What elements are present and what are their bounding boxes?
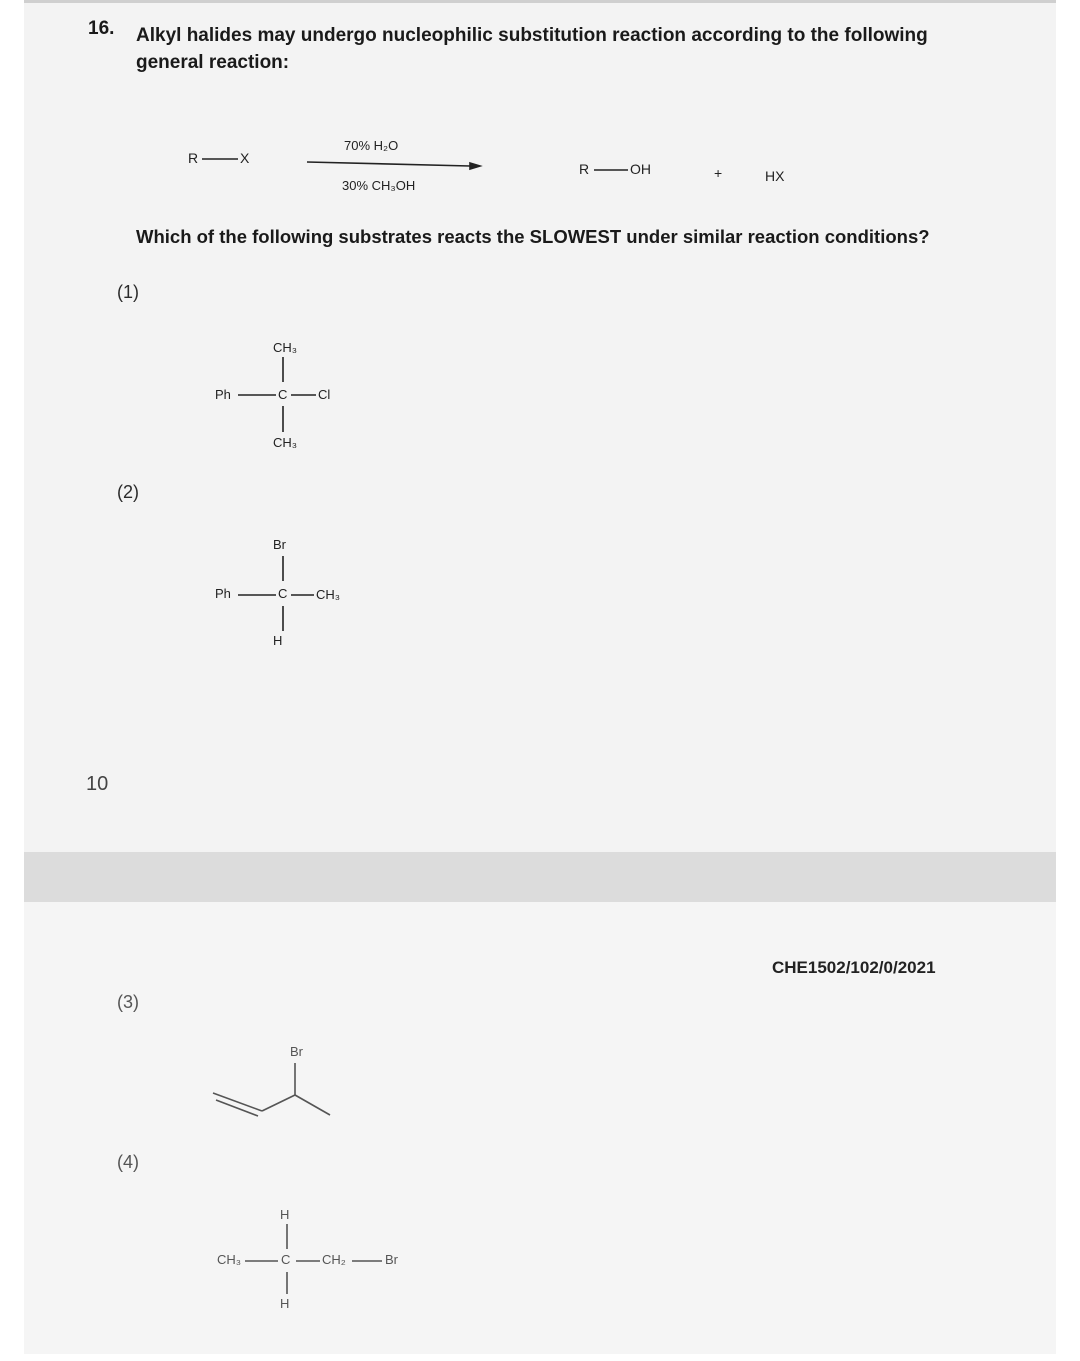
condition-top: 70% H₂O [344,138,399,153]
option-4-bottom: H [280,1296,290,1311]
option-4-center: C [281,1252,291,1267]
course-code: CHE1502/102/0/2021 [772,958,936,977]
page-number: 10 [86,773,109,795]
option-3-substituent: Br [290,1044,303,1059]
option-1-label: (1) [117,282,139,302]
option-1-bottom: CH₃ [273,435,298,450]
option-4-right2: Br [385,1252,398,1267]
byproduct: HX [765,168,785,184]
question-text: Alkyl halides may undergo nucleophilic substitution reaction according to the following general reaction: [136,25,928,73]
option-1-center: C [278,387,288,402]
option-2-label: (2) [117,482,139,502]
option-3-label: (3) [117,992,139,1012]
option-1-top: CH₃ [273,340,298,355]
option-4-right: CH₂ [322,1252,346,1267]
option-2-right: CH₃ [316,587,341,602]
option-2-top: Br [273,537,286,552]
document-page-top [24,0,1056,855]
product-r: R [579,161,590,177]
question-number: 16. [88,18,115,39]
option-4-label: (4) [117,1152,139,1172]
option-4-left: CH₃ [217,1252,242,1267]
option-4-top: H [280,1207,290,1222]
option-1-right: Cl [318,387,331,402]
page-gap [24,852,1056,902]
reactant-x: X [240,150,250,166]
option-2-left: Ph [215,586,231,601]
plus-sign: + [714,165,723,181]
option-2-bottom: H [273,633,283,648]
question-prompt: Which of the following substrates reacts the SLOWEST under similar reaction conditions? [136,226,930,247]
option-2-center: C [278,586,288,601]
option-1-left: Ph [215,387,231,402]
reactant-r: R [188,150,199,166]
product-oh: OH [630,161,651,177]
condition-bottom: 30% CH₃OH [342,178,416,193]
